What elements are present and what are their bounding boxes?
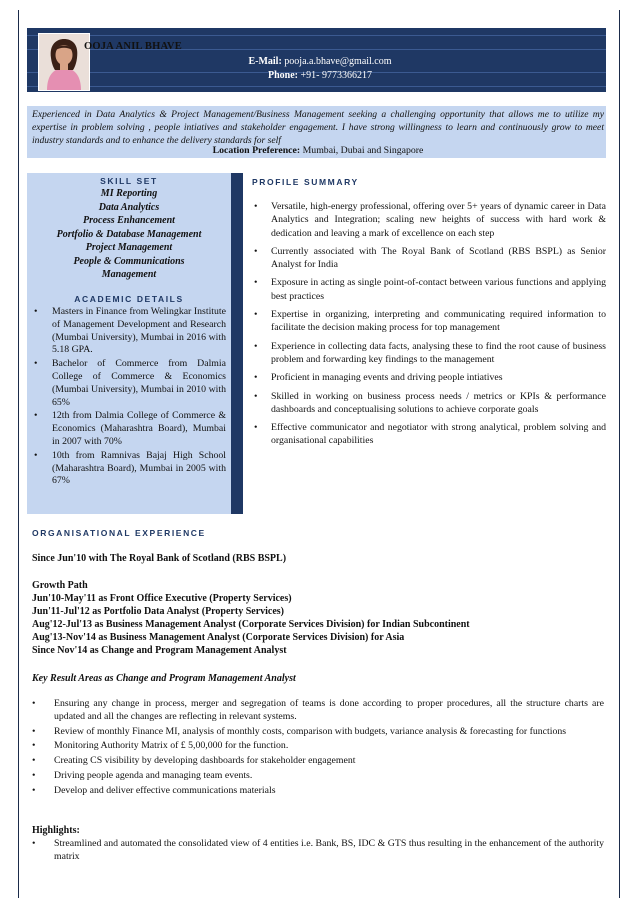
profile-item bbox=[252, 340, 606, 367]
bullet-icon: • bbox=[32, 698, 36, 709]
academic-text: 10th from Ramnivas Bajaj High School (Maharashtra Board), Mumbai in 2005 with 67% bbox=[52, 449, 226, 487]
profile-item bbox=[252, 371, 606, 384]
bullet-icon: • bbox=[254, 340, 258, 352]
academic-text: Bachelor of Commerce from Dalmia College of Commerce & Economics (Mumbai University), Mumbai in 2010 with 65% bbox=[52, 358, 226, 408]
kra-item bbox=[32, 740, 604, 753]
kra-text: Review of monthly Finance MI, analysis of monthly costs, comparison with budgets, variance analysis & forecasting for functions bbox=[54, 725, 567, 737]
header-stripe bbox=[27, 35, 606, 36]
profile-text: Expertise in organizing, interpreting and communicating required information to facilitate the decision making process for top management bbox=[271, 309, 606, 334]
summary-text: Experienced in Data Analytics & Project Management/Business Management seeking a challenging opportunity that allows me to utilize my expertise in problem solving , people intiatives and stakeholder engagement. I have strong willingness to learn and continuously grow to meet industry standards and to enhance the delivery standards for self bbox=[32, 109, 604, 146]
key-result-areas-title: Key Result Areas as Change and Program Management Analyst bbox=[32, 673, 296, 684]
bullet-icon: • bbox=[34, 306, 38, 317]
location-preference bbox=[32, 145, 604, 156]
organisational-experience-heading: ORGANISATIONAL EXPERIENCE bbox=[32, 528, 206, 538]
bullet-icon: • bbox=[32, 838, 36, 849]
profile-text: Skilled in working on business process needs / metrics or KPIs & performance dashboards and conceptualising solutions to achieve corporate goals bbox=[271, 390, 606, 415]
academic-item bbox=[34, 306, 226, 357]
growth-item: Jun'11-Jul'12 as Portfolio Data Analyst (Property Services) bbox=[32, 606, 285, 617]
profile-text: Proficient in managing events and driving people intiatives bbox=[271, 372, 503, 384]
profile-text: Versatile, high-energy professional, offering over 5+ years of dynamic career in Data Analytics and Integration; scaling new heights of success with hard work & dedication and leaving a mark of excellence on each step bbox=[271, 201, 606, 239]
employer-line: Since Jun'10 with The Royal Bank of Scotland (RBS BSPL) bbox=[32, 553, 287, 564]
highlight-item bbox=[32, 838, 604, 864]
email-value[interactable]: pooja.a.bhave@gmail.com bbox=[284, 56, 392, 67]
left-column-divider bbox=[231, 173, 243, 514]
bullet-icon: • bbox=[254, 277, 258, 289]
kra-text: Develop and deliver effective communications materials bbox=[54, 784, 276, 796]
skill-item: Data Analytics bbox=[98, 201, 160, 213]
bullet-icon: • bbox=[34, 358, 38, 370]
skill-item: Project Management bbox=[85, 242, 173, 253]
bullet-icon: • bbox=[32, 755, 36, 767]
email-line bbox=[160, 56, 480, 67]
kra-item bbox=[32, 755, 604, 768]
academic-text: Masters in Finance from Welingkar Institute of Management Development and Research (Mumbai University), Mumbai in 2016 with 5.18 GPA. bbox=[52, 306, 226, 356]
profile-item bbox=[252, 421, 606, 448]
candidate-name: OOJA ANIL BHAVE bbox=[84, 41, 182, 52]
kra-text: Creating CS visibility by developing dashboards for stakeholder engagement bbox=[54, 755, 356, 767]
growth-item: Since Nov'14 as Change and Program Management Analyst bbox=[32, 645, 287, 656]
highlights-list bbox=[32, 838, 604, 866]
bullet-icon: • bbox=[34, 449, 38, 461]
profile-photo bbox=[38, 33, 90, 91]
bullet-icon: • bbox=[254, 372, 258, 384]
skill-item: Portfolio & Database Management bbox=[56, 228, 202, 240]
profile-item bbox=[252, 308, 606, 335]
profile-item bbox=[252, 200, 606, 240]
phone-value: +91- 9773366217 bbox=[300, 70, 372, 81]
bullet-icon: • bbox=[32, 725, 36, 737]
bullet-icon: • bbox=[254, 201, 258, 212]
profile-text: Currently associated with The Royal Bank of Scotland (RBS BSPL) as Senior Analyst for India bbox=[271, 245, 606, 271]
skill-item: MI Reporting bbox=[100, 188, 158, 199]
academic-item bbox=[34, 450, 226, 488]
skill-item: Process Enhancement bbox=[83, 215, 175, 226]
profile-item bbox=[252, 276, 606, 303]
kra-item bbox=[32, 698, 604, 724]
profile-text: Experience in collecting data facts, analysing these to find the root cause of business problem and forwarding key findings to the management bbox=[271, 340, 606, 365]
kra-text: Driving people agenda and managing team events. bbox=[54, 769, 253, 781]
skill-list bbox=[27, 187, 231, 282]
skill-item: People & Communications Management bbox=[73, 255, 185, 280]
kra-text: Ensuring any change in process, merger and segregation of teams is done according to proper procedures, all the structure charts are updated and all the changes are reflecting in relevant systems. bbox=[54, 698, 604, 722]
highlights-title: Highlights: bbox=[32, 825, 80, 836]
email-label: E-Mail: bbox=[248, 56, 282, 67]
academic-list bbox=[34, 306, 226, 489]
profile-list bbox=[252, 200, 606, 453]
kra-list bbox=[32, 698, 604, 800]
bullet-icon: • bbox=[254, 390, 258, 402]
academic-item bbox=[34, 358, 226, 409]
academic-item bbox=[34, 410, 226, 448]
growth-item: Aug'12-Jul'13 as Business Management Analyst (Corporate Services Division) for Indian Subcontinent bbox=[32, 619, 470, 630]
phone-line bbox=[160, 70, 480, 81]
location-value: Mumbai, Dubai and Singapore bbox=[302, 145, 424, 156]
bullet-icon: • bbox=[32, 740, 36, 752]
growth-path-title: Growth Path bbox=[32, 580, 88, 591]
kra-item bbox=[32, 726, 604, 739]
profile-text: Exposure in acting as single point-of-contact between various functions and applying best practices bbox=[271, 277, 606, 302]
profile-item bbox=[252, 390, 606, 417]
bullet-icon: • bbox=[254, 245, 258, 257]
phone-label: Phone: bbox=[268, 70, 298, 81]
academic-text: 12th from Dalmia College of Commerce & Economics (Maharashtra Board), Mumbai in 2007 with 70% bbox=[52, 410, 226, 447]
location-label: Location Preference: bbox=[212, 145, 301, 156]
profile-summary-heading: PROFILE SUMMARY bbox=[252, 177, 359, 187]
header-stripe bbox=[27, 86, 606, 87]
profile-item bbox=[252, 245, 606, 272]
kra-item bbox=[32, 785, 604, 798]
profile-text: Effective communicator and negotiator with strong analytical, problem solving and organisational capabilities bbox=[271, 422, 606, 447]
skill-set-heading: SKILL SET bbox=[100, 176, 158, 186]
academic-heading: ACADEMIC DETAILS bbox=[74, 294, 184, 304]
bullet-icon: • bbox=[34, 410, 38, 422]
kra-text: Monitoring Authority Matrix of £ 5,00,000 for the function. bbox=[54, 740, 289, 752]
bullet-icon: • bbox=[254, 422, 258, 434]
highlight-text: Streamlined and automated the consolidated view of 4 entities i.e. Bank, BS, IDC & GTS thus resulting in the enhancement of the authority matrix bbox=[54, 838, 604, 862]
bullet-icon: • bbox=[32, 784, 36, 796]
bullet-icon: • bbox=[254, 309, 258, 321]
kra-item bbox=[32, 770, 604, 783]
growth-item: Jun'10-May'11 as Front Office Executive (Property Services) bbox=[32, 593, 292, 604]
growth-item: Aug'13-Nov'14 as Business Management Analyst (Corporate Services Division) for Asia bbox=[32, 632, 405, 643]
bullet-icon: • bbox=[32, 769, 36, 781]
